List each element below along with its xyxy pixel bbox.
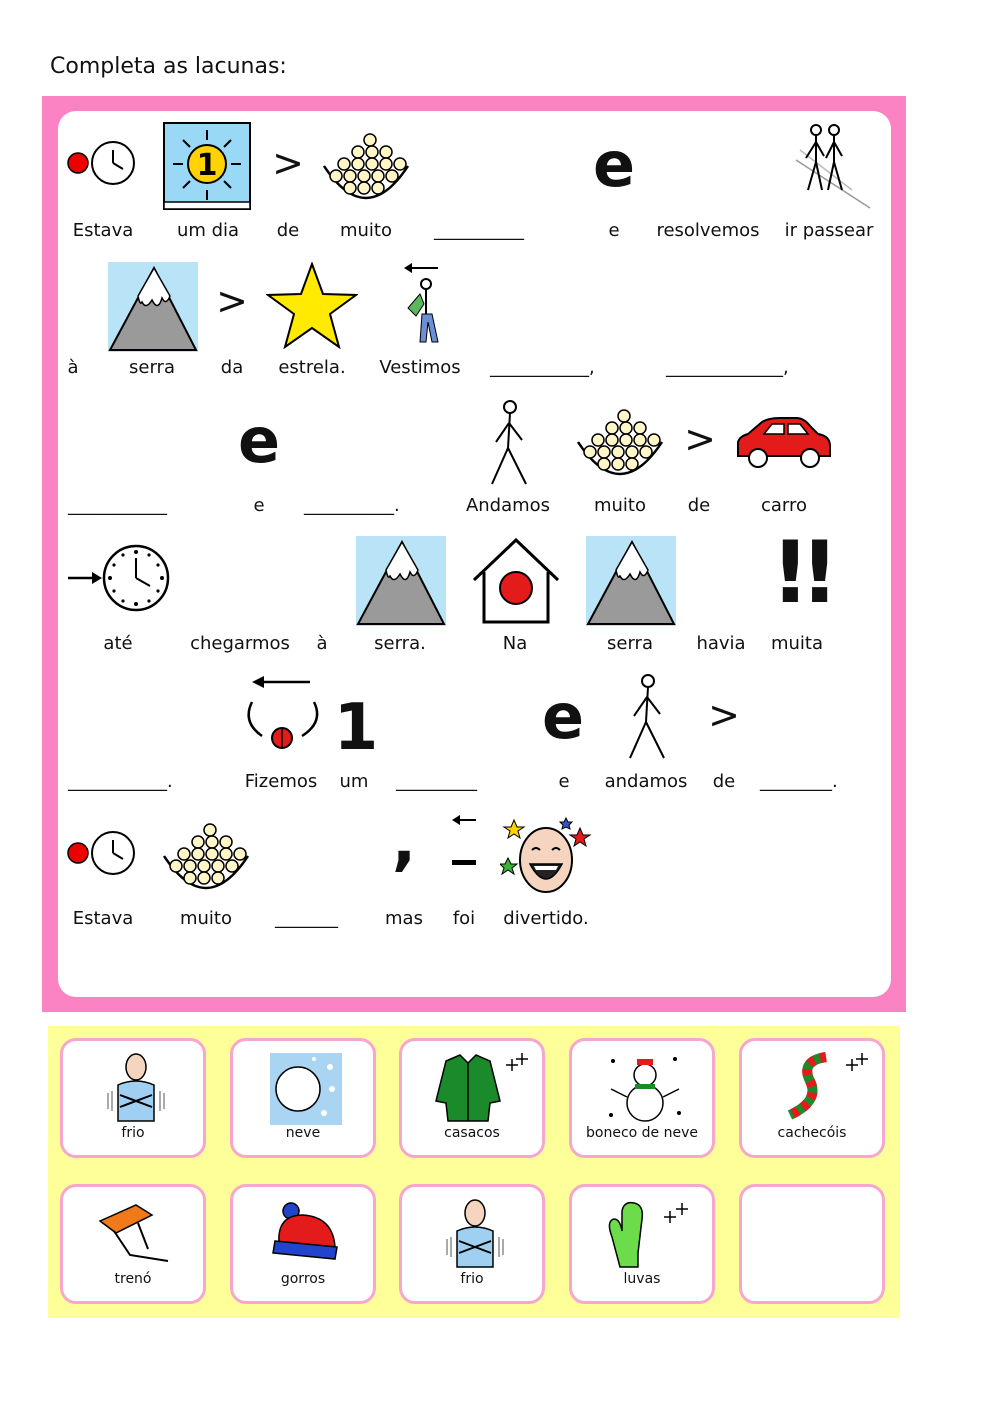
word-estava: Estava <box>72 908 134 929</box>
blank-5[interactable]: __________. <box>304 495 400 516</box>
word-card-treno[interactable] <box>60 1184 206 1304</box>
word-ir-passear: ir passear <box>784 220 874 241</box>
blank-3[interactable]: _____________, <box>666 357 789 378</box>
blank-6[interactable]: ___________. <box>68 771 173 792</box>
word-card-label: trenó <box>114 1271 152 1287</box>
was-past-icon <box>448 812 480 876</box>
word-mas: mas <box>385 908 423 929</box>
e-symbol: e <box>592 128 636 201</box>
cold-person-icon <box>104 1051 168 1127</box>
greater-symbol: > <box>272 141 304 185</box>
cold-person-icon <box>443 1197 507 1273</box>
word-card-label: neve <box>285 1125 321 1141</box>
word-e: e <box>608 220 620 241</box>
word-card-luvas[interactable] <box>569 1184 715 1304</box>
house-icon <box>470 536 562 626</box>
word-card-label: cachecóis <box>777 1125 847 1141</box>
walking-person-icon <box>482 398 536 488</box>
clock-past-icon <box>66 140 140 190</box>
walking-person-icon <box>620 672 674 762</box>
word-e: e <box>558 771 570 792</box>
mountain-icon <box>356 536 446 626</box>
many-balls-icon <box>320 130 412 208</box>
word-estava: Estava <box>72 220 134 241</box>
greater-symbol: > <box>684 417 716 461</box>
word-ate: até <box>103 633 133 654</box>
e-symbol: e <box>541 680 585 753</box>
blank-9[interactable]: _______ <box>275 908 338 929</box>
blank-8[interactable]: ________. <box>760 771 838 792</box>
blank-2[interactable]: ___________, <box>490 357 595 378</box>
made-action-icon <box>242 672 322 752</box>
snowball-icon <box>270 1053 342 1125</box>
word-card-label: boneco de neve <box>586 1125 698 1141</box>
one-label: 1 <box>196 148 218 183</box>
word-resolvemos: resolvemos <box>656 220 760 241</box>
word-andamos: Andamos <box>465 495 551 516</box>
word-serra: serra <box>129 357 175 378</box>
word-carro: carro <box>760 495 808 516</box>
greater-symbol: > <box>708 693 740 737</box>
mitten-icon <box>598 1197 698 1271</box>
word-card-gorros[interactable] <box>230 1184 376 1304</box>
word-serra: serra <box>607 633 653 654</box>
exclamation-symbol: !! <box>770 523 830 623</box>
comma-symbol: , <box>391 805 417 879</box>
e-symbol: e <box>237 404 281 477</box>
people-walking-icon <box>792 120 874 212</box>
sled-icon <box>96 1201 176 1271</box>
blank-4[interactable]: ___________ <box>68 495 167 516</box>
word-da: da <box>220 357 244 378</box>
word-e: e <box>253 495 265 516</box>
word-card-label: luvas <box>623 1271 661 1287</box>
word-havia: havia <box>696 633 746 654</box>
blank-1[interactable]: __________ <box>434 220 524 241</box>
word-muita: muita <box>770 633 824 654</box>
word-de: de <box>712 771 736 792</box>
word-a: à <box>316 633 328 654</box>
word-muito: muito <box>593 495 647 516</box>
scarf-icon <box>760 1051 870 1125</box>
word-andamos: andamos <box>604 771 688 792</box>
word-card-empty[interactable] <box>739 1184 885 1304</box>
snowman-icon <box>605 1051 685 1127</box>
word-card-label: casacos <box>444 1125 500 1141</box>
instruction-title: Completa as lacunas: <box>50 54 287 79</box>
word-divertido: divertido. <box>503 908 589 929</box>
word-estrela: estrela. <box>278 357 346 378</box>
mountain-icon <box>108 262 198 352</box>
word-vestimos: Vestimos <box>379 357 461 378</box>
star-icon <box>266 262 358 350</box>
many-balls-icon <box>574 406 666 484</box>
one-symbol: 1 <box>333 691 379 765</box>
dressed-person-icon <box>398 260 448 350</box>
word-card-boneco-de-neve[interactable] <box>569 1038 715 1158</box>
many-balls-icon <box>160 820 252 898</box>
word-fizemos: Fizemos <box>244 771 318 792</box>
mountain-icon <box>586 536 676 626</box>
word-um-dia: um dia <box>176 220 240 241</box>
word-card-label: frio <box>460 1271 484 1287</box>
hat-icon <box>269 1199 343 1269</box>
coat-icon <box>420 1051 530 1125</box>
blank-7[interactable]: _________ <box>396 771 477 792</box>
word-muito: muito <box>339 220 393 241</box>
word-card-casacos[interactable] <box>399 1038 545 1158</box>
greater-symbol: > <box>216 279 248 323</box>
word-card-frio[interactable] <box>60 1038 206 1158</box>
laughing-face-icon <box>500 816 592 898</box>
word-muito: muito <box>179 908 233 929</box>
one-day-icon <box>163 122 251 210</box>
word-foi: foi <box>452 908 476 929</box>
word-na: Na <box>502 633 528 654</box>
word-serra: serra. <box>374 633 426 654</box>
word-card-frio-2[interactable] <box>399 1184 545 1304</box>
car-icon <box>734 416 834 470</box>
word-card-neve[interactable] <box>230 1038 376 1158</box>
word-de: de <box>276 220 300 241</box>
word-card-label: gorros <box>280 1271 326 1287</box>
word-a: à <box>67 357 79 378</box>
word-de: de <box>687 495 711 516</box>
clock-past-icon <box>66 830 140 880</box>
word-card-cachecois[interactable] <box>739 1038 885 1158</box>
word-um: um <box>339 771 369 792</box>
until-clock-icon <box>66 544 172 614</box>
word-card-label: frio <box>121 1125 145 1141</box>
word-chegarmos: chegarmos <box>190 633 290 654</box>
